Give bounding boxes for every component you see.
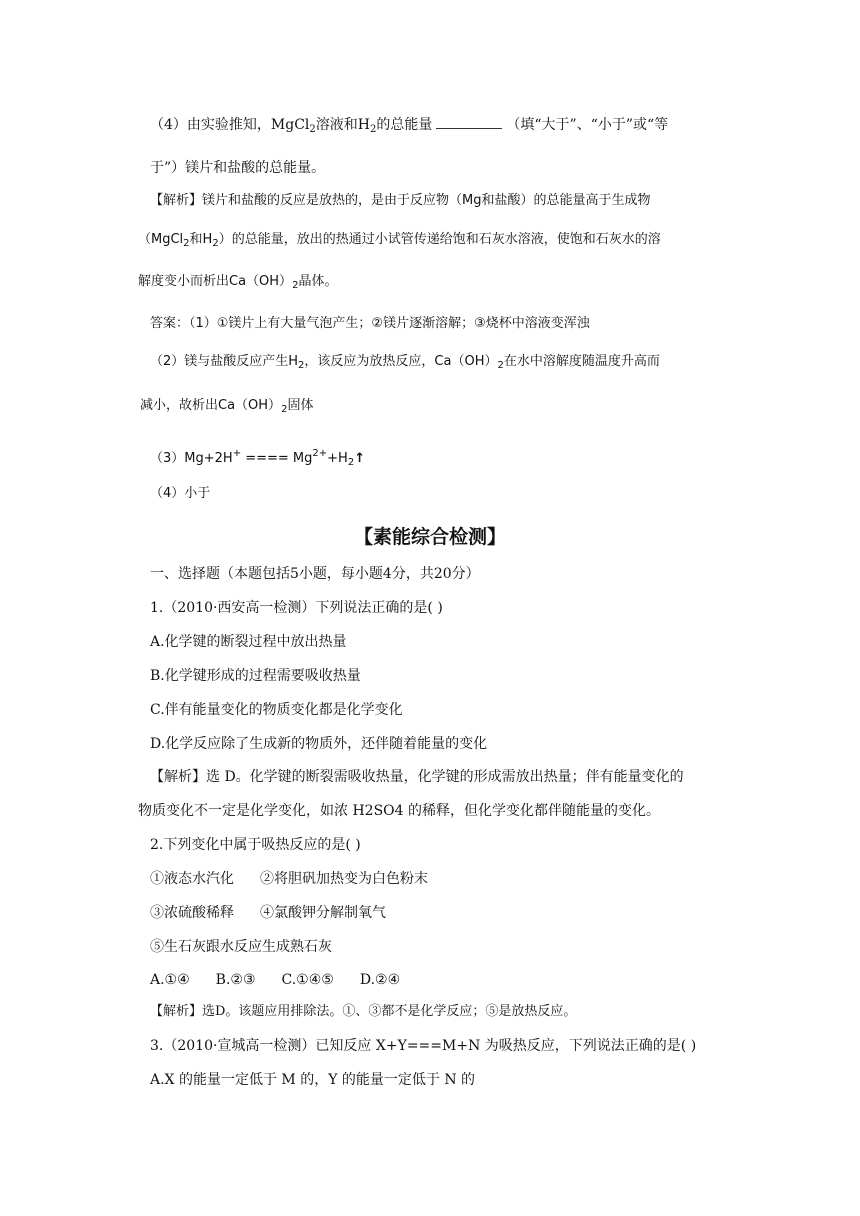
subscript: 2 [370, 124, 377, 135]
q2-analysis: 【解析】选D。该题应用排除法。①、③都不是化学反应；⑤是放热反应。 [150, 1004, 577, 1019]
subscript: 2 [183, 238, 190, 249]
up-arrow-icon: ↑ [354, 451, 366, 466]
q4-text-d: （填“大于”、“小于”或“等 [506, 117, 669, 133]
section-title: 【素能综合检测】 [353, 526, 506, 548]
q2-option: ②将胆矾加热变为白色粉末 [260, 871, 428, 887]
answer-text: 在水中溶解度随温度升高而 [503, 354, 660, 369]
q2-options-row1 [150, 869, 428, 889]
subscript: 2 [212, 238, 219, 249]
q1-analysis-line1: 【解析】选 D。化学键的断裂需吸收热量，化学键的形成需放出热量；伴有能量变化的 [150, 769, 684, 785]
q3-option-a: A.X 的能量一定低于 M 的，Y 的能量一定低于 N 的 [150, 1072, 476, 1088]
q2-options-row3: ⑤生石灰跟水反应生成熟石灰 [150, 939, 332, 955]
analysis1-line1: 【解析】镁片和盐酸的反应是放热的，是由于反应物（Mg和盐酸）的总能量高于生成物 [150, 193, 651, 208]
answer-blank [436, 114, 502, 129]
analysis1-line2 [138, 230, 661, 254]
q2-choice-c: C.①④⑤ [281, 972, 334, 988]
answer-text: （2）镁与盐酸反应产生H [150, 354, 299, 369]
q1-stem: 1.（2010·西安高一检测）下列说法正确的是( ) [150, 600, 443, 616]
analysis1-line3 [138, 272, 337, 296]
analysis1-text: 和H [189, 232, 213, 247]
answer-text: 减小，故析出Ca（OH） [140, 398, 282, 413]
part1-heading: 一、选择题（本题包括5小题，每小题4分，共20分） [150, 566, 480, 582]
answer-text: （3）Mg+2H [150, 451, 233, 466]
q1-option-a: A.化学键的断裂过程中放出热量 [150, 634, 347, 650]
q2-choice-d: D.②④ [359, 972, 401, 988]
analysis1-text: ）的总能量，放出的热通过小试管传递给饱和石灰水溶液，使饱和石灰水的溶 [218, 232, 661, 247]
q1-option-b: B.化学键形成的过程需要吸收热量 [150, 668, 361, 684]
answer-1: 答案：（1）①镁片上有大量气泡产生；②镁片逐渐溶解；③烧杯中溶液变浑浊 [150, 316, 590, 331]
q2-option: ①液态水汽化 [150, 871, 234, 887]
analysis1-text: 晶体。 [298, 274, 338, 289]
answer-2 [150, 352, 660, 376]
subscript: 2 [497, 360, 504, 371]
q1-option-d: D.化学反应除了生成新的物质外，还伴随着能量的变化 [150, 736, 488, 752]
q2-stem: 2.下列变化中属于吸热反应的是( ) [150, 837, 361, 853]
answer-2-line2 [140, 396, 313, 420]
q2-option: ④氯酸钾分解制氧气 [260, 905, 386, 921]
subscript: 2 [292, 280, 299, 291]
q1-analysis-line2: 物质变化不一定是化学变化，如浓 H2SO4 的稀释，但化学变化都伴随能量的变化。 [138, 803, 660, 819]
q4-text-c: 的总能量 [376, 117, 433, 133]
q2-choice-a: A.①④ [150, 972, 190, 988]
answer-4: （4）小于 [150, 486, 211, 501]
q4-text-b: 溶液和H [315, 117, 370, 133]
q2-choices [150, 970, 400, 990]
answer-3 [150, 444, 365, 473]
answer-text: ，该反应为放热反应，Ca（OH） [304, 354, 498, 369]
analysis1-text: 解度变小而析出Ca（OH） [138, 274, 293, 289]
subscript: 2 [298, 360, 305, 371]
answer-text: 固体 [287, 398, 314, 413]
superscript: 2+ [312, 448, 328, 459]
q3-stem: 3.（2010·宣城高一检测）已知反应 X+Y===M+N 为吸热反应，下列说法正确的是( ) [150, 1038, 697, 1054]
superscript: + [232, 448, 242, 459]
q4-text-a: （4）由实验推知，MgCl [150, 117, 310, 133]
q2-options-row2 [150, 903, 386, 923]
answer-text: +H [327, 451, 348, 466]
q2-option: ③浓硫酸稀释 [150, 905, 234, 921]
q1-option-c: C.伴有能量变化的物质变化都是化学变化 [150, 702, 403, 718]
subscript: 2 [281, 404, 288, 415]
subscript: 2 [309, 124, 316, 135]
subscript: 2 [347, 457, 355, 468]
q2-choice-b: B.②③ [215, 972, 256, 988]
answer-text: ==== Mg [241, 451, 313, 466]
q4-line1 [150, 114, 668, 140]
analysis1-text: （MgCl [138, 232, 184, 247]
q4-line2: 于”）镁片和盐酸的总能量。 [150, 160, 326, 176]
